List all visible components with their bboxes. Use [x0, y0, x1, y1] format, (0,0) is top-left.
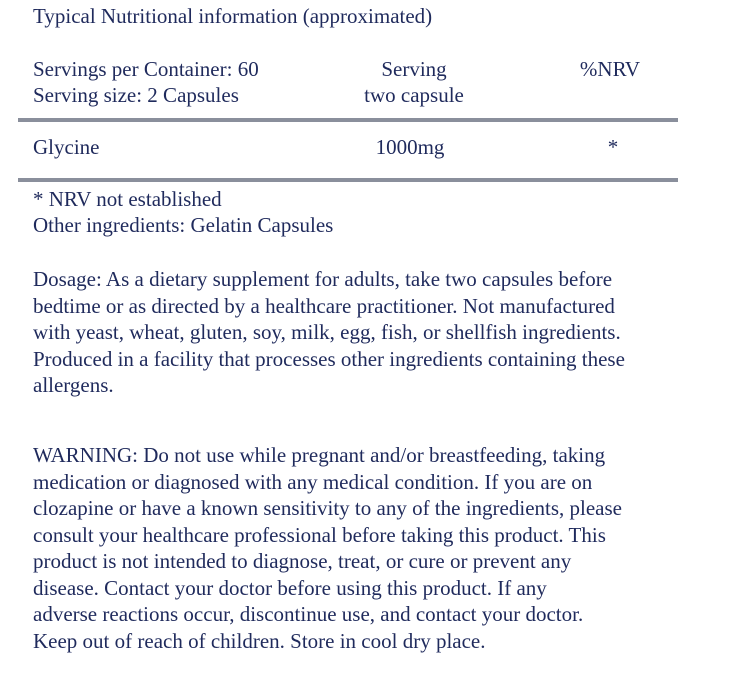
- nrv-note: * NRV not established: [33, 187, 222, 211]
- dosage-paragraph: [33, 266, 723, 399]
- serving-label: Serving: [381, 57, 447, 81]
- warning-line: adverse reactions occur, discontinue use, and contact your doctor.: [33, 602, 584, 626]
- table-row-name: Glycine: [33, 135, 100, 159]
- dosage-line: allergens.: [33, 373, 114, 397]
- servings-per-container: Servings per Container: 60: [33, 57, 259, 81]
- dosage-line: Dosage: As a dietary supplement for adults, take two capsules before: [33, 267, 613, 291]
- dosage-line: Produced in a facility that processes other ingredients containing these: [33, 346, 625, 371]
- warning-line: product is not intended to diagnose, treat, or cure or prevent any: [33, 549, 572, 573]
- table-top-rule: [18, 118, 678, 122]
- warning-line: Keep out of reach of children. Store in cool dry place.: [33, 628, 486, 653]
- table-row-nrv: *: [607, 135, 619, 159]
- dosage-line: bedtime or as directed by a healthcare practitioner. Not manufactured: [33, 293, 615, 318]
- warning-line: medication or diagnosed with any medical condition. If you are on: [33, 469, 593, 494]
- footnotes: [33, 186, 333, 238]
- table-row-amount: 1000mg: [375, 135, 445, 159]
- serving-size: Serving size: 2 Capsules: [33, 83, 239, 107]
- warning-line: clozapine or have a known sensitivity to any of the ingredients, please: [33, 496, 622, 520]
- warning-paragraph: [33, 442, 723, 654]
- warning-line: consult your healthcare professional before taking this product. This: [33, 522, 606, 547]
- serving-column-header: [300, 56, 528, 108]
- dosage-line: with yeast, wheat, gluten, soy, milk, egg, fish, or shellfish ingredients.: [33, 320, 621, 344]
- warning-line: WARNING: Do not use while pregnant and/or breastfeeding, taking: [33, 443, 606, 467]
- serving-info: [33, 56, 259, 108]
- other-ingredients: Other ingredients: Gelatin Capsules: [33, 213, 334, 237]
- warning-line: disease. Contact your doctor before using this product. If any: [33, 575, 547, 600]
- serving-value: two capsule: [364, 83, 464, 107]
- table-bottom-rule: [18, 178, 678, 182]
- nrv-column-header: %NRV: [579, 57, 641, 81]
- label-title: Typical Nutritional information (approximated): [33, 4, 433, 28]
